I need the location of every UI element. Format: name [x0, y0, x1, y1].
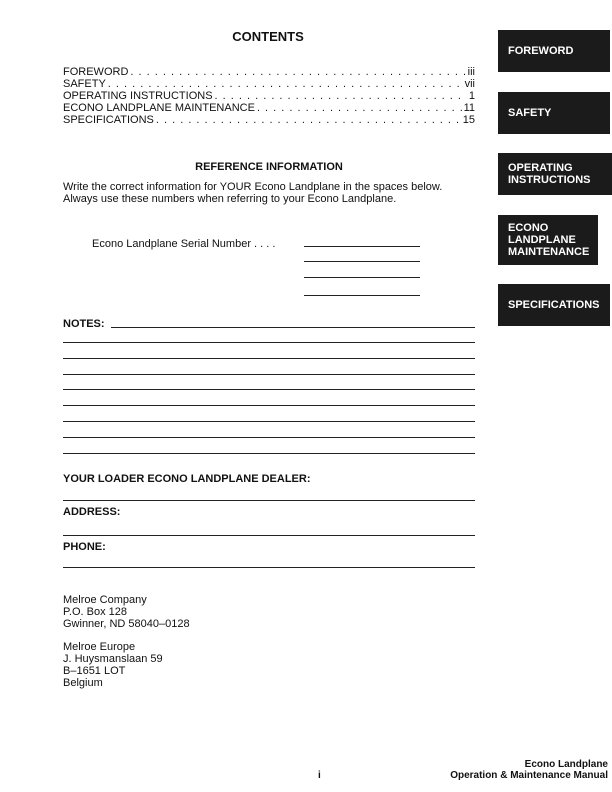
phone-label: PHONE: — [63, 541, 106, 553]
toc-page: 11 — [463, 102, 475, 114]
address-line-text: P.O. Box 128 — [63, 606, 128, 618]
toc-row-maintenance[interactable] — [63, 102, 475, 114]
toc-leader — [108, 78, 463, 90]
notes-line[interactable] — [63, 421, 475, 422]
address-line-text: Belgium — [63, 677, 103, 689]
table-of-contents — [63, 66, 475, 126]
toc-label: FOREWORD — [63, 66, 129, 78]
toc-leader — [257, 102, 462, 114]
tab-econo-landplane-maintenance[interactable]: ECONO LANDPLANE MAINTENANCE — [498, 215, 598, 265]
address-line-text: Gwinner, ND 58040–0128 — [63, 618, 190, 630]
tab-specifications[interactable]: SPECIFICATIONS — [498, 284, 610, 326]
address-label: ADDRESS: — [63, 506, 121, 518]
footer-product: Econo Landplane — [524, 759, 608, 770]
notes-line[interactable] — [63, 389, 475, 390]
dealer-label: YOUR LOADER ECONO LANDPLANE DEALER: — [63, 473, 311, 485]
serial-number-field[interactable] — [304, 261, 420, 262]
tab-operating-instructions[interactable]: OPERATING INSTRUCTIONS — [498, 153, 612, 195]
melroe-europe-address — [63, 641, 163, 689]
notes-line[interactable] — [111, 327, 475, 328]
toc-row-safety[interactable] — [63, 78, 475, 90]
toc-row-operating[interactable] — [63, 90, 475, 102]
phone-line[interactable] — [63, 567, 475, 568]
notes-label: NOTES: — [63, 318, 105, 330]
serial-number-field[interactable] — [304, 277, 420, 278]
toc-page: 15 — [462, 114, 475, 126]
notes-line[interactable] — [63, 358, 475, 359]
toc-leader — [215, 90, 467, 102]
toc-label: SAFETY — [63, 78, 106, 90]
toc-leader — [130, 66, 465, 78]
serial-number-label: Econo Landplane Serial Number . . . . — [92, 238, 276, 250]
footer-manual: Operation & Maintenance Manual — [450, 770, 608, 781]
serial-number-field[interactable] — [304, 246, 420, 247]
notes-line[interactable] — [63, 374, 475, 375]
tab-foreword[interactable]: FOREWORD — [498, 30, 610, 72]
address-line-text: B–1651 LOT — [63, 665, 126, 677]
reference-line-2: Always use these numbers when referring to your Econo Landplane. — [63, 193, 397, 205]
melroe-company-address — [63, 594, 190, 630]
address-line-text: J. Huysmanslaan 59 — [63, 653, 163, 665]
toc-page: iii — [467, 66, 475, 78]
notes-line[interactable] — [63, 342, 475, 343]
toc-page: 1 — [468, 90, 475, 102]
reference-heading: REFERENCE INFORMATION — [195, 161, 343, 173]
toc-label: ECONO LANDPLANE MAINTENANCE — [63, 102, 255, 114]
serial-number-field[interactable] — [304, 295, 420, 296]
page-title: CONTENTS — [232, 29, 304, 44]
address-line-text: Melroe Company — [63, 594, 147, 606]
notes-line[interactable] — [63, 453, 475, 454]
reference-instructions — [63, 181, 483, 205]
address-line[interactable] — [63, 535, 475, 536]
toc-leader — [156, 114, 461, 126]
page-number: i — [318, 770, 321, 781]
toc-row-specifications[interactable] — [63, 114, 475, 126]
toc-label: OPERATING INSTRUCTIONS — [63, 90, 213, 102]
reference-line-1: Write the correct information for YOUR Econo Landplane in the spaces below. — [63, 181, 443, 193]
dealer-line[interactable] — [63, 500, 475, 501]
notes-line[interactable] — [63, 437, 475, 438]
tab-safety[interactable]: SAFETY — [498, 92, 610, 134]
toc-label: SPECIFICATIONS — [63, 114, 154, 126]
footer-manual-title — [450, 759, 608, 781]
address-line-text: Melroe Europe — [63, 641, 136, 653]
notes-line[interactable] — [63, 405, 475, 406]
toc-row-foreword[interactable] — [63, 66, 475, 78]
toc-page: vii — [464, 78, 475, 90]
